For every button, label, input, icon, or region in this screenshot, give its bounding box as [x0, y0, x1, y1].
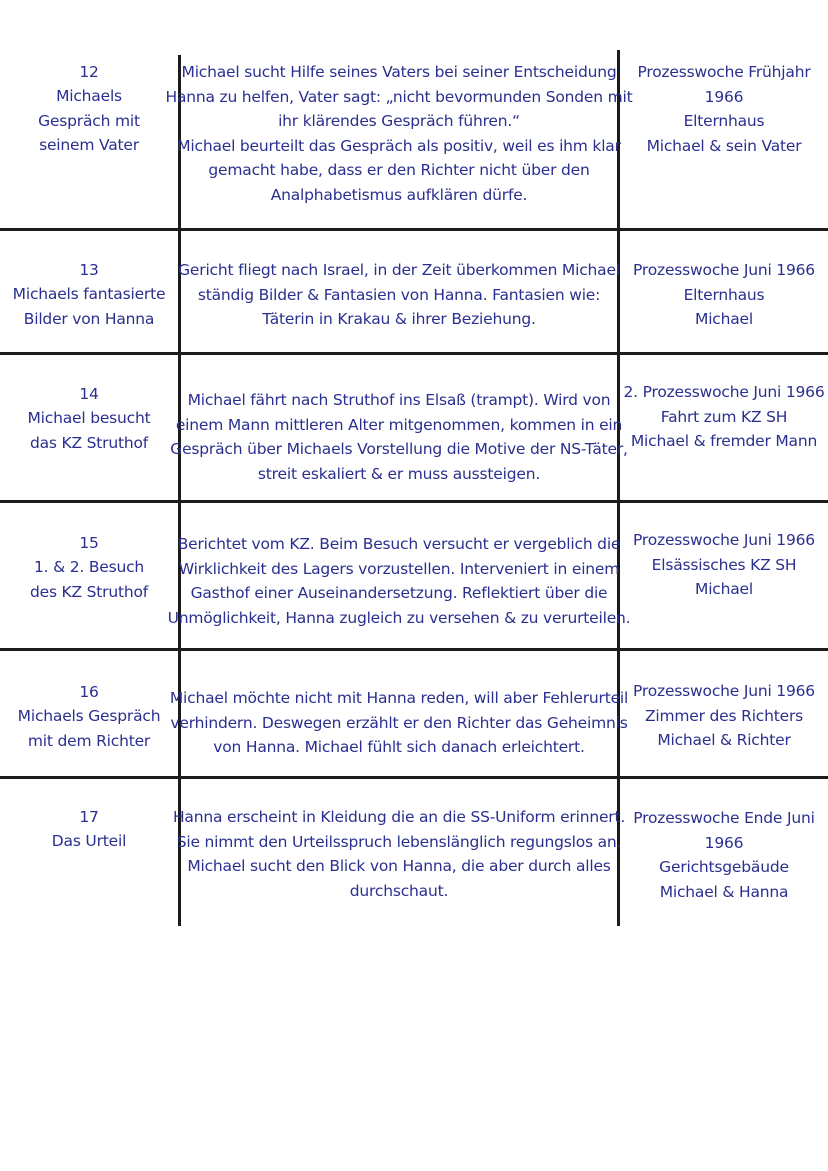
row-12-content-cell [165, 60, 633, 207]
info-line: Prozesswoche Juni 1966 [633, 682, 815, 700]
content-line: Michael sucht Hilfe seines Vaters bei seiner Entscheidung [181, 63, 617, 81]
row-15-content-cell [167, 532, 631, 630]
row-divider [0, 776, 828, 779]
chapter-number-badge [77, 258, 100, 282]
row-divider [0, 648, 828, 651]
content-line: Gasthof einer Auseinandersetzung. Reflektiert über die [190, 584, 608, 602]
chapter-number-badge [77, 60, 100, 84]
chapter-title-line: Michael besucht [27, 409, 151, 427]
chapter-number: 17 [79, 808, 99, 826]
content-line: ihr klärendes Gespräch führen.“ [278, 112, 520, 130]
info-line: Elternhaus [683, 112, 765, 130]
row-16-content-cell [169, 686, 629, 760]
info-line: Prozesswoche Juni 1966 [633, 261, 815, 279]
info-line: Prozesswoche Juni 1966 [633, 531, 815, 549]
content-line: Analphabetismus aufklären dürfe. [270, 185, 528, 204]
info-line: Michael & fremder Mann [630, 432, 818, 450]
chapter-number-badge [77, 531, 100, 555]
row-divider [0, 352, 828, 355]
chapter-title-line: 1. & 2. Besuch [33, 558, 145, 576]
row-17-info-cell [620, 806, 828, 904]
row-16-title-cell [0, 680, 178, 753]
info-line: Gerichtsgebäude [659, 858, 789, 876]
chapter-title-line: das KZ Struthof [29, 433, 148, 452]
chapter-title-line: des KZ Struthof [29, 582, 149, 601]
chapter-number-badge [77, 382, 100, 406]
row-17-content-cell [172, 805, 626, 903]
chapter-title-line: Bilder von Hanna [23, 309, 155, 328]
info-line: Fahrt zum KZ SH [660, 407, 788, 426]
chapter-number-badge [77, 680, 100, 704]
chapter-number: 15 [79, 534, 99, 552]
content-line: von Hanna. Michael fühlt sich danach erleichtert. [213, 738, 585, 756]
info-line: Prozesswoche Frühjahr [637, 63, 811, 81]
chapter-number-badge [77, 805, 100, 829]
info-line: Michael [695, 310, 753, 328]
info-line: Michael & Richter [657, 731, 791, 749]
info-line: Michael & Hanna [659, 882, 789, 901]
row-13-title-cell [0, 258, 178, 331]
content-line: Hanna zu helfen, Vater sagt: „nicht bevormunden Sonden mit [165, 87, 633, 106]
content-line: Berichtet vom KZ. Beim Besuch versucht er vergeblich die [177, 535, 621, 553]
content-line: Michael beurteilt das Gespräch als positiv, weil es ihm klar [177, 136, 621, 155]
row-divider [0, 500, 828, 503]
content-line: Michael sucht den Blick von Hanna, die aber durch alles [187, 857, 611, 875]
chapter-number: 16 [79, 683, 99, 701]
content-line: Täterin in Krakau & ihrer Beziehung. [262, 310, 536, 328]
content-line: ständig Bilder & Fantasien von Hanna. Fantasien wie: [197, 285, 601, 304]
info-line: Elternhaus [683, 285, 765, 304]
content-line: Sie nimmt den Urteilsspruch lebenslänglich regungslos an. [176, 832, 622, 851]
row-13-info-cell [620, 258, 828, 332]
row-12-title-cell [0, 60, 178, 158]
info-line: Elsässisches KZ SH [651, 555, 797, 574]
content-line: verhindern. Deswegen erzählt er den Richter das Geheimnis [170, 713, 628, 732]
info-line: Michael [695, 580, 753, 598]
chapter-number: 12 [79, 63, 99, 81]
content-line: einem Mann mittleren Alter mitgenommen, kommen in ein [175, 415, 623, 434]
content-line: Michael fährt nach Struthof ins Elsaß (trampt). Wird von [187, 391, 611, 409]
chapter-title-line: seinem Vater [39, 136, 139, 154]
row-14-content-cell [170, 388, 628, 486]
row-16-info-cell [620, 679, 828, 753]
row-12-info-cell [620, 60, 828, 158]
content-line: Hanna erscheint in Kleidung die an die SS-Uniform erinnert. [172, 808, 626, 826]
row-15-title-cell [0, 531, 178, 604]
row-13-content-cell [178, 258, 620, 332]
row-14-title-cell [0, 382, 178, 455]
row-divider [0, 228, 828, 231]
info-line: Prozesswoche Ende Juni [633, 809, 815, 827]
info-line: Michael & sein Vater [646, 136, 802, 155]
content-line: durchschaut. [349, 881, 449, 900]
row-17-title-cell [0, 805, 178, 854]
content-line: Unmöglichkeit, Hanna zugleich zu versehen & zu verurteilen. [167, 608, 631, 627]
content-line: gemacht habe, dass er den Richter nicht über den [208, 161, 590, 179]
info-line: 2. Prozesswoche Juni 1966 [623, 383, 825, 401]
content-line: Michael möchte nicht mit Hanna reden, will aber Fehlerurteil [169, 689, 629, 707]
chapter-title-line: Gespräch mit [38, 111, 140, 130]
info-line: 1966 [704, 87, 744, 106]
content-line: streit eskaliert & er muss aussteigen. [257, 464, 541, 483]
content-line: Gericht fliegt nach Israel, in der Zeit überkommen Michael [178, 261, 620, 279]
chapter-title-line: Michaels [56, 87, 122, 105]
content-line: Gespräch über Michaels Vorstellung die Motive der NS-Täter, [170, 440, 628, 458]
row-15-info-cell [620, 528, 828, 602]
chapter-number: 14 [79, 385, 99, 403]
info-line: Zimmer des Richters [644, 706, 804, 725]
content-line: Wirklichkeit des Lagers vorzustellen. Interveniert in einem [178, 559, 620, 578]
chapter-number: 13 [79, 261, 99, 279]
chapter-title-line: Das Urteil [51, 832, 127, 850]
info-line: 1966 [704, 833, 744, 852]
row-14-info-cell [620, 380, 828, 454]
chapter-title-line: Michaels fantasierte [12, 285, 166, 303]
column-divider-right [617, 50, 620, 926]
chapter-title-line: mit dem Richter [27, 731, 151, 750]
chapter-title-line: Michaels Gespräch [17, 707, 161, 725]
